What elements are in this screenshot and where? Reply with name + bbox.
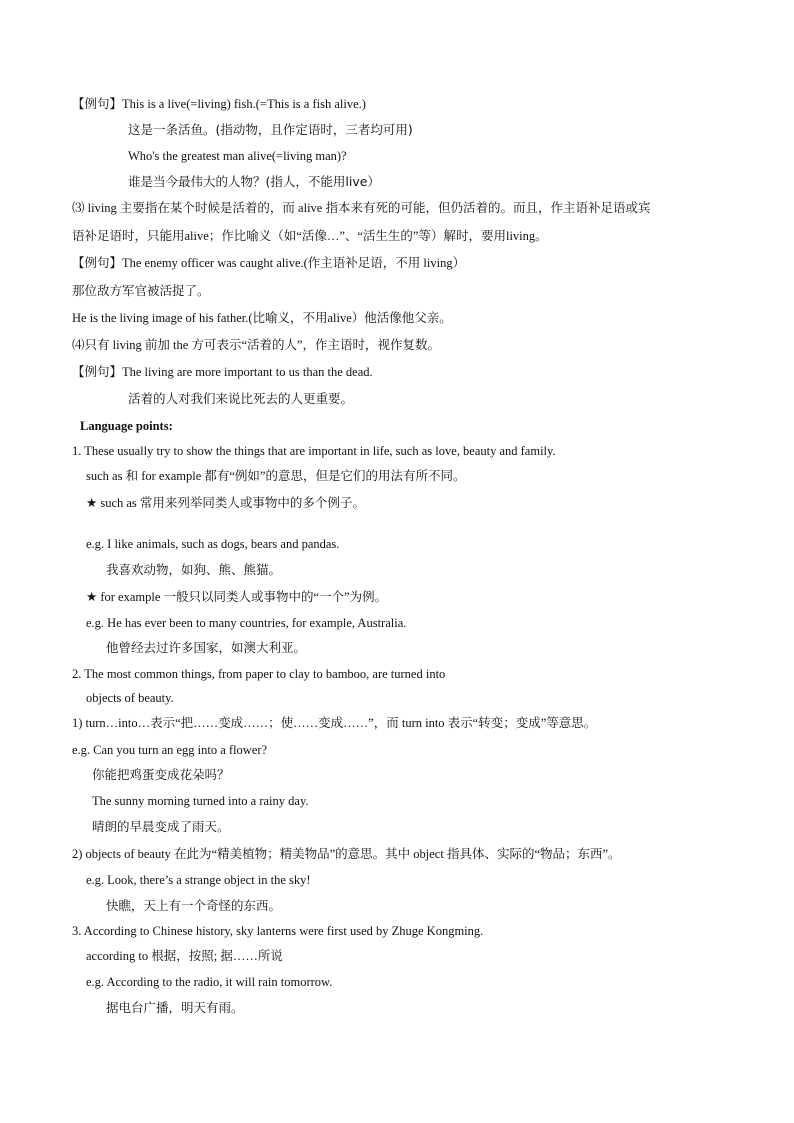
translation-line: 这是一条活鱼。(指动物，且作定语时，三者均可用): [128, 122, 413, 137]
translation-line: 他曾经去过许多国家，如澳大利亚。: [106, 640, 307, 655]
explanation-line: according to 根据，按照; 据……所说: [86, 949, 283, 963]
explanation-line: 语补足语时，只能用alive；作比喻义（如“活像…”、“活生生的”等）解时，要用living。: [72, 229, 548, 243]
example-line: Who's the greatest man alive(=living man)?: [128, 149, 347, 163]
explanation-line: ⑶ living 主要指在某个时候是活着的，而 alive 指本来有死的可能，但仍活着的。而且，作主语补足语或宾: [72, 201, 651, 215]
explanation-line: such as 和 for example 都有“例如”的意思，但是它们的用法有所不同。: [86, 469, 466, 483]
example-line: e.g. He has ever been to many countries, for example, Australia.: [86, 616, 407, 630]
bullet-line: ★ for example 一般只以同类人或事物中的“一个”为例。: [86, 590, 388, 604]
translation-line: 我喜欢动物，如狗、熊、熊猫。: [106, 562, 282, 577]
example-line: 【例句】The living are more important to us than the dead.: [72, 365, 373, 379]
translation-line: 你能把鸡蛋变成花朵吗？: [92, 767, 230, 782]
example-line: e.g. According to the radio, it will rain tomorrow.: [86, 975, 333, 989]
bullet-line: ★ such as 常用来列举同类人或事物中的多个例子。: [86, 496, 365, 510]
explanation-line: ⑷只有 living 前加 the 方可表示“活着的人”，作主语时，视作复数。: [72, 338, 441, 352]
example-line: e.g. Look, there’s a strange object in the sky!: [86, 873, 311, 887]
translation-line: 晴朗的早晨变成了雨天。: [92, 819, 230, 834]
translation-line: 活着的人对我们来说比死去的人更重要。: [128, 391, 354, 406]
translation-line: 那位敌方军官被活捉了。: [72, 283, 210, 298]
example-line: He is the living image of his father.(比喻义，不用alive）他活像他父亲。: [72, 311, 452, 325]
translation-line: 谁是当今最伟大的人物？(指人，不能用live）: [128, 174, 380, 189]
example-line: 【例句】The enemy officer was caught alive.(作主语补足语，不用 living）: [72, 256, 466, 270]
point-line: 3. According to Chinese history, sky lanterns were first used by Zhuge Kongming.: [72, 924, 484, 938]
explanation-line: 1) turn…into…表示“把……变成……；使……变成……”，而 turn into 表示“转变；变成”等意思。: [72, 716, 597, 730]
example-line: The sunny morning turned into a rainy day.: [92, 794, 309, 808]
point-line: 1. These usually try to show the things that are important in life, such as love, beauty and family.: [72, 444, 556, 458]
point-line: objects of beauty.: [86, 691, 174, 705]
example-line: 【例句】This is a live(=living) fish.(=This is a fish alive.): [72, 97, 366, 111]
point-line: 2. The most common things, from paper to clay to bamboo, are turned into: [72, 667, 446, 681]
translation-line: 据电台广播，明天有雨。: [106, 1000, 244, 1015]
section-heading: Language points:: [80, 419, 173, 433]
explanation-line: 2) objects of beauty 在此为“精美植物；精美物品”的意思。其中 object 指具体、实际的“物品；东西”。: [72, 847, 621, 861]
translation-line: 快瞧，天上有一个奇怪的东西。: [106, 898, 282, 913]
example-line: e.g. Can you turn an egg into a flower?: [72, 743, 268, 757]
example-line: e.g. I like animals, such as dogs, bears and pandas.: [86, 537, 340, 551]
